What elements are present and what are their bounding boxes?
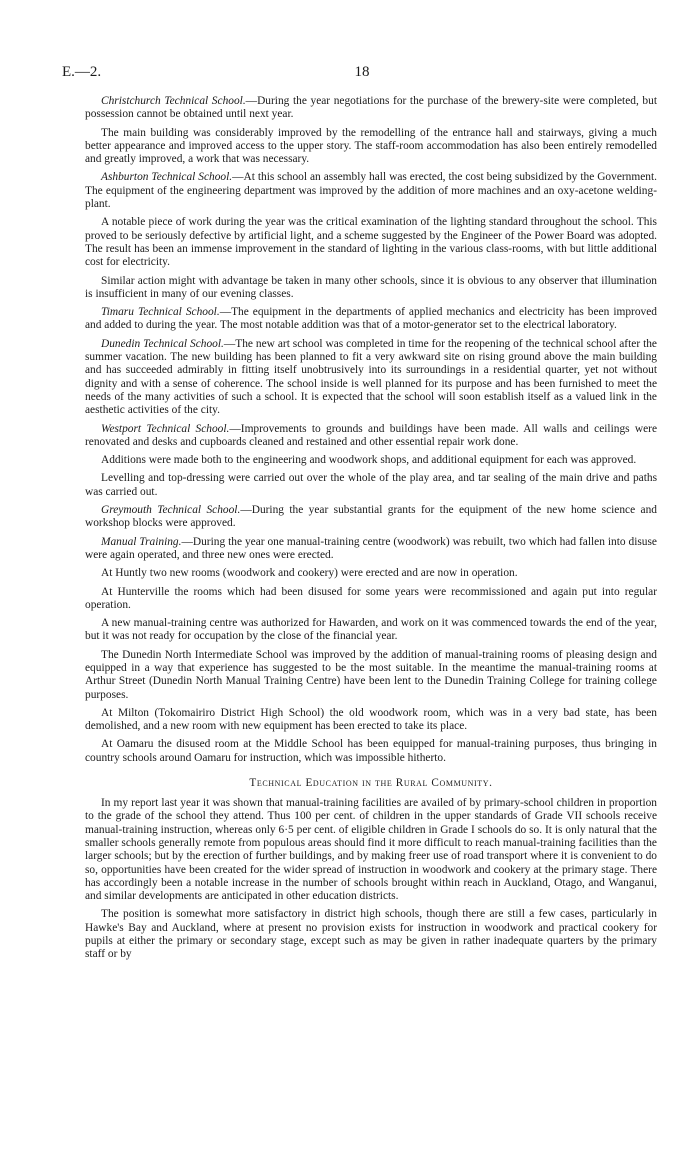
paragraph-text: —During the year substantial grants for the equipment of the new home science and workshop blocks were approved.	[85, 504, 657, 530]
paragraph-text: At Hunterville the rooms which had been disused for some years were recommissioned and again put into regular operation.	[85, 585, 657, 611]
paragraph-text: A new manual-training centre was authorized for Hawarden, and work on it was commenced towards the end of the year, but it was not ready for occupation by the close of the financial year.	[85, 617, 657, 643]
paragraph-text: —Improvements to grounds and buildings have been made. All walls and ceilings were renovated and desks and cupboards cleaned and restained and other essential repair work done.	[85, 422, 657, 448]
paragraph	[85, 908, 657, 961]
paragraph-lead: Ashburton Technical School.	[101, 171, 233, 184]
paragraph	[85, 275, 657, 302]
paragraph-text: Levelling and top-dressing were carried out over the whole of the play area, and tar sealing of the main drive and paths was carried out.	[85, 472, 657, 498]
page-number: 18	[354, 64, 370, 80]
paragraph	[85, 127, 657, 167]
paragraph-text: —The equipment in the departments of applied mechanics and electricity has been improved and added to during the year. The most notable addition was that of a motor-generator set to the electrical laboratory.	[85, 306, 657, 332]
paragraph	[85, 171, 657, 211]
paragraph	[85, 649, 657, 702]
paragraph	[85, 338, 657, 418]
paragraph	[85, 738, 657, 765]
document-reference: E.—2.	[62, 64, 102, 80]
paragraph-text: Similar action might with advantage be taken in many other schools, since it is obvious to any observer that illumination is insufficient in many of our evening classes.	[85, 274, 657, 300]
paragraph-lead: Dunedin Technical School.	[101, 337, 224, 350]
paragraph	[85, 454, 657, 467]
paragraph-lead: Christchurch Technical School.	[101, 95, 246, 107]
paragraph	[85, 216, 657, 269]
paragraph	[85, 586, 657, 613]
paragraph-text: The main building was considerably improved by the remodelling of the entrance hall and stairways, giving a much better appearance and improved access to the upper story. The staff-room accommodation has also been entirely remodelled and greatly improved, a work that was necessary.	[85, 126, 657, 166]
paragraph	[85, 797, 657, 903]
paragraph-lead: Greymouth Technical School.	[101, 504, 241, 517]
paragraph-text: In my report last year it was shown that manual-training facilities are availed of by primary-school children in proportion to the grade of the school they attend. Thus 100 per cent. of children in the upper standards of Grade VII schools receive manual-training instruction, whereas only 6·5 per cent. of eligible children in Grade I schools do so. It is only natural that the smaller schools generally remote from populous areas should find it more difficult to reach manual-training facilities than the larger schools; but by the erection of further buildings, and by making freer use of road transport where it is convenient to do so, opportunities have been created for the wider spread of instruction in woodwork and cookery at the primary stage. There has accordingly been a notable increase in the number of schools brought within reach in Auckland, Otago, and Wanganui, and similar developments are anticipated in other education districts.	[85, 797, 657, 903]
report-paragraphs	[85, 95, 657, 765]
paragraph-text: —During the year one manual-training centre (woodwork) was rebuilt, two which had fallen into disuse were again operated, and three new ones were erected.	[85, 535, 657, 561]
paragraph-lead: Westport Technical School.	[101, 422, 230, 435]
paragraph	[85, 306, 657, 333]
paragraph	[85, 95, 657, 122]
paragraph	[85, 536, 657, 563]
paragraph-text: The position is somewhat more satisfactory in district high schools, though there are still a few cases, particularly in Hawke's Bay and Auckland, where at present no provision exists for instruction in woodwork and practical cookery for pupils at either the primary or secondary stage, except such as may be given in rather inadequate quarters by the primary staff or by	[85, 908, 657, 961]
paragraph-text: At Oamaru the disused room at the Middle School has been equipped for manual-training purposes, thus bringing in country schools around Oamaru for instruction, which was impossible hitherto.	[85, 738, 657, 764]
page-header	[62, 64, 662, 84]
paragraph	[85, 423, 657, 450]
paragraph	[85, 567, 657, 580]
paragraph-text: The Dunedin North Intermediate School was improved by the addition of manual-training rooms of pleasing design and equipped in a way that experience has suggested to be the most suitable. In the meantime the manual-training rooms at Arthur Street (Dunedin North Manual Training Centre) have been lent to the Dunedin Training College for training college purposes.	[85, 648, 657, 701]
paragraph-text: —The new art school was completed in time for the reopening of the technical school after the summer vacation. The new building has been planned to fit a very awkward site on rising ground above the main building and has succeeded admirably in fitting itself unobtrusively into its surroundings in a residential quarter, yet not without dignity and with a sense of coherence. The school inside is well planned for its purpose and has been furnished to meet the needs of the many activities of such a school. It is expected that the school will soon establish itself as a valued link in the aesthetic activities of the city.	[85, 337, 657, 417]
paragraph-text: At Milton (Tokomairiro District High School) the old woodwork room, which was in a very bad state, has been demolished, and a new room with new equipment has been erected to take its place.	[85, 706, 657, 733]
paragraph-lead: Manual Training.	[101, 535, 182, 548]
paragraph-text: —At this school an assembly hall was erected, the cost being subsidized by the Government. The equipment of the engineering department was improved by the addition of more machines and an oxy-acetone welding-plant.	[85, 171, 657, 211]
paragraph-text: A notable piece of work during the year was the critical examination of the lighting standard throughout the school. This proved to be seriously defective by artificial light, and a scheme suggested by the Engineer of the Power Board was adopted. The result has been an immense improvement in the standard of lighting in the various class-rooms, with but little additional cost for electricity.	[85, 216, 657, 269]
body-text	[85, 95, 657, 967]
paragraph	[85, 472, 657, 499]
paragraph	[85, 617, 657, 644]
paragraph-text: At Huntly two new rooms (woodwork and cookery) were erected and are now in operation.	[101, 567, 518, 580]
paragraph	[85, 504, 657, 531]
paragraph	[85, 707, 657, 734]
paragraph-text: Additions were made both to the engineering and woodwork shops, and additional equipment for each was approved.	[101, 454, 637, 467]
paragraph-text: —During the year negotiations for the purchase of the brewery-site were completed, but possession cannot be obtained until next year.	[85, 95, 657, 121]
section-paragraphs	[85, 797, 657, 962]
paragraph-lead: Timaru Technical School.	[101, 306, 220, 319]
section-heading: Technical Education in the Rural Community.	[249, 777, 493, 790]
